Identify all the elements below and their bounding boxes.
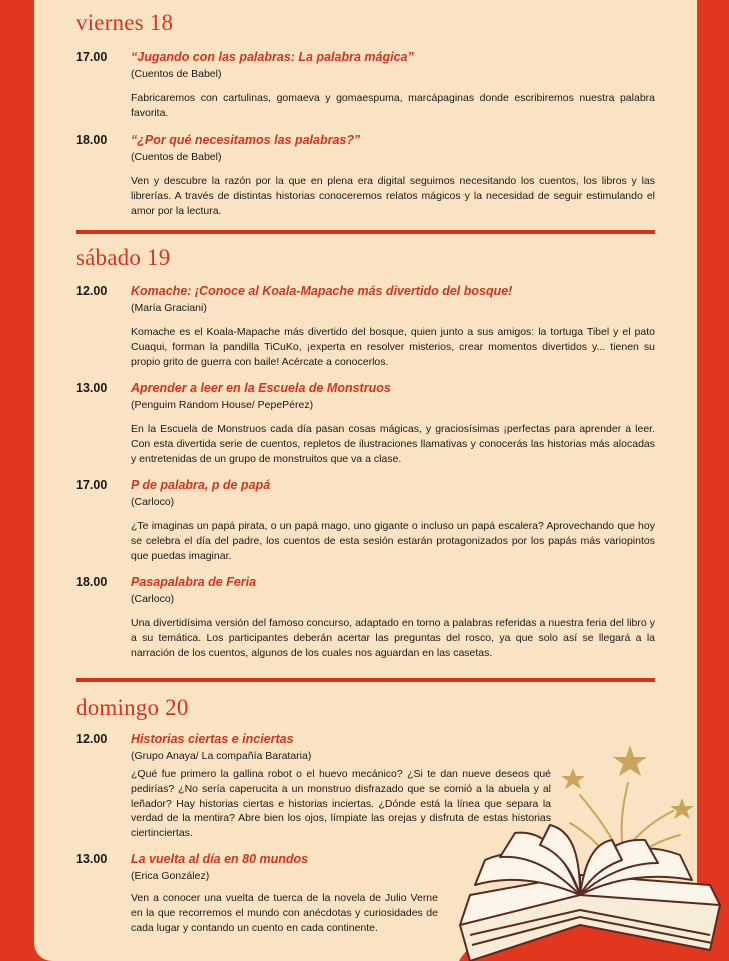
event-title: Historias ciertas e inciertas <box>131 732 294 746</box>
day-title-sabado: sábado 19 <box>76 245 171 270</box>
event-organizer: (Carloco) <box>131 593 175 605</box>
event-organizer: (Erica González) <box>131 870 210 882</box>
event-time: 13.00 <box>76 381 108 395</box>
event-title: Aprender a leer en la Escuela de Monstruos <box>131 381 391 395</box>
event-title: “¿Por qué necesitamos las palabras?” <box>131 133 361 147</box>
event-description: Ven y descubre la razón por la que en plena era digital seguimos necesitando los cuentos, los libros y las librerías. A través de distintas historias conoceremos relatos mágicos y la necesidad de seguir estimulando el amor por la lectura. <box>131 175 655 217</box>
day-title-domingo: domingo 20 <box>76 695 189 720</box>
event-time: 12.00 <box>76 284 108 298</box>
section-divider <box>76 678 655 682</box>
event-organizer: (Cuentos de Babel) <box>131 151 222 163</box>
event-description: Komache es el Koala-Mapache más divertido del bosque, quien junto a sus amigos: la tortuga Tibel y el pato Cuaqui, forman la pandilla TiCuKo, ¡experta en resolver misterios, crear momentos divertidos y... tienen su propio grito de guerra con baile! Acércate a conocerlos. <box>131 326 655 368</box>
event-description: En la Escuela de Monstruos cada día pasan cosas mágicas, y graciosísimas ¡perfectas para aprender a leer. Con esta divertida serie de cuentos, repletos de ilustraciones llamativas y conocerás las historias más alocadas y entretenidas de un grupo de monstruitos que va a clase. <box>131 423 655 465</box>
event-description: ¿Te imaginas un papá pirata, o un papá mago, uno gigante o incluso un papá escalera? Aprovechando que hoy se celebra el día del padre, los cuentos de esta sesión estarán protagonizados por los papás más variopintos que puedas imaginar. <box>131 520 655 562</box>
section-divider <box>76 230 655 234</box>
event-description: Ven a conocer una vuelta de tuerca de la novela de Julio Verne en la que recorremos el mundo con anécdotas y curiosidades de cada lugar y contando un cuento en cada continente. <box>131 892 438 934</box>
event-title: Pasapalabra de Feria <box>131 575 257 589</box>
event-title: Komache: ¡Conoce al Koala-Mapache más divertido del bosque! <box>131 284 513 298</box>
event-time: 12.00 <box>76 732 108 746</box>
day-title-viernes: viernes 18 <box>76 10 174 35</box>
event-title: La vuelta al día en 80 mundos <box>131 852 309 866</box>
star-icon <box>670 798 694 819</box>
event-description: Fabricaremos con cartulinas, gomaeva y gomaespuma, marcápaginas donde escribiremos nuestra palabra favorita. <box>131 92 655 119</box>
event-organizer: (Cuentos de Babel) <box>131 68 222 80</box>
star-icon <box>613 745 647 776</box>
event-organizer: (Penguim Random House/ PepePérez) <box>131 399 314 411</box>
star-icon <box>561 768 585 789</box>
event-organizer: (Carloco) <box>131 496 175 508</box>
event-organizer: (María Graciani) <box>131 302 207 314</box>
event-time: 18.00 <box>76 133 108 147</box>
event-title: P de palabra, p de papá <box>131 478 271 492</box>
open-book-illustration <box>430 735 729 961</box>
event-time: 17.00 <box>76 50 108 64</box>
event-description: Una divertidísima versión del famoso concurso, adaptado en torno a palabras referidas a nuestra feria del libro y a su temática. Los participantes deberán acertar las preguntas del rosco, ya que solo así se llegará a la narración de los cuentos, algunos de los cuales nos aguardan en las casetas. <box>131 617 655 659</box>
open-book-icon <box>460 825 720 961</box>
event-organizer: (Grupo Anaya/ La compañía Barataria) <box>131 750 312 762</box>
event-time: 13.00 <box>76 852 108 866</box>
event-title: “Jugando con las palabras: La palabra mágica” <box>131 50 414 64</box>
event-time: 17.00 <box>76 478 108 492</box>
event-time: 18.00 <box>76 575 108 589</box>
event-description: ¿Qué fue primero la gallina robot o el huevo mecánico? ¿Si te dan nueve deseos qué pedirías? ¿No sería caperucita a un monstruo disfrazado que se comió a la abuela y al leñador? Hay historias ciertas e historias inciertas. ¿Dónde está la línea que separa la verdad de la mentira? Abre bien los ojos, límpiate las orejas y disfruta de estas historias ciertinciertas. <box>131 768 551 840</box>
